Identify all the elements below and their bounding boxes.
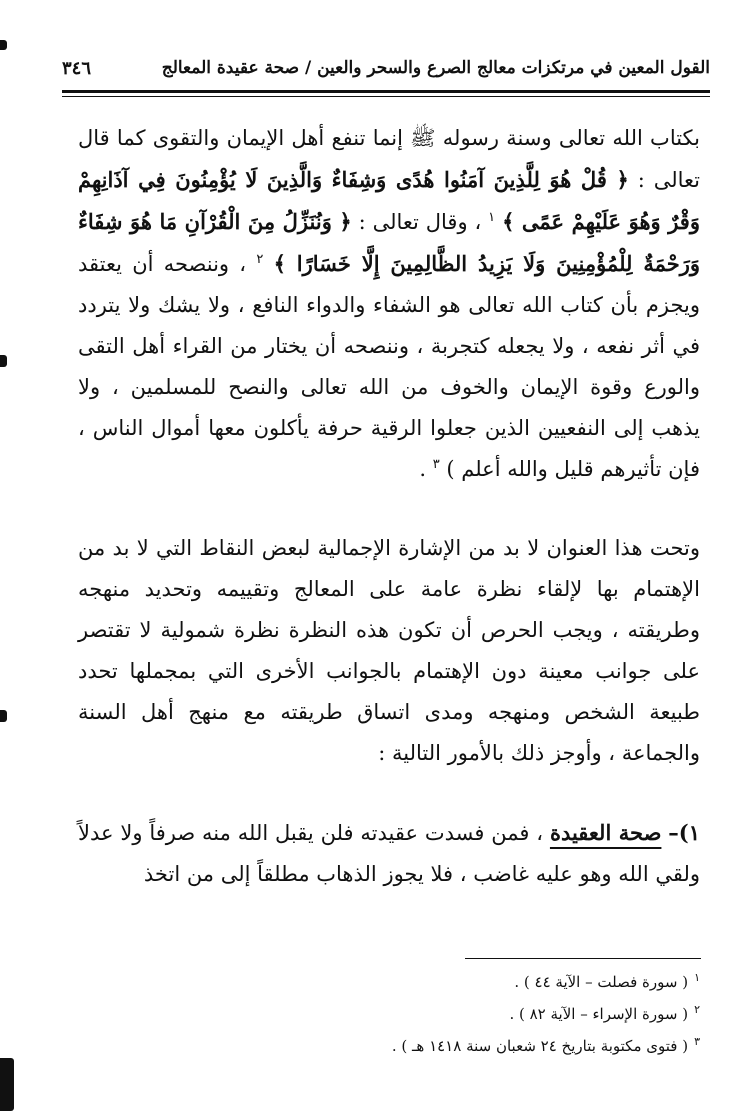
footnote-number: ١ (694, 971, 700, 984)
footnote (200, 998, 700, 1030)
paragraph-1 (78, 118, 700, 490)
footnote-text: ( سورة فصلت – الآية ٤٤ ) . (514, 973, 689, 991)
footnote (200, 1030, 700, 1062)
footnote-text: ( سورة الإسراء – الآية ٨٢ ) . (509, 1005, 689, 1023)
quran-verse: ﴿ قُلْ هُوَ لِلَّذِينَ آمَنُوا هُدًى وَشِفَاءٌ وَالَّذِينَ لَا يُؤْمِنُونَ فِي آذَانِهِمْ وَقْرٌ وَهُوَ عَلَيْهِمْ عَمًى ﴾ (78, 167, 700, 234)
page-number: ٣٤٦ (62, 58, 92, 79)
running-title: القول المعين في مرتكزات معالج الصرع والسحر والعين / صحة عقيدة المعالج (161, 58, 710, 78)
text-segment: ، وقال تعالى : (358, 210, 482, 234)
paragraph-2: وتحت هذا العنوان لا بد من الإشارة الإجمالية لبعض النقاط التي لا بد من الإهتمام بها لإلقاء نظرة عامة على المعالج وتقييمه وتحديد منهجه وطريقته ، ويجب الحرص أن تكون هذه النظرة نظرة شمولية لا تقتصر على جوانب معينة دون الإهتمام بالجوانب الأخرى التي بمجملها تحدد طبيعة الشخص ومنهجه ومدى اتساق طريقته مع منهج أهل السنة والجماعة ، وأوجز ذلك بالأمور التالية : (78, 536, 700, 765)
footnote-text: ( فتوى مكتوبة بتاريخ ٢٤ شعبان سنة ١٤١٨ هـ ) . (391, 1037, 689, 1055)
text-segment: . (419, 457, 433, 481)
text-segment: ، وننصحه أن يعتقد ويجزم بأن كتاب الله تعالى هو الشفاء والدواء النافع ، ولا يشك ولا يتردد في أثر نفعه ، ولا يجعله كتجربة ، وننصحه أن يختار من القراء أهل التقى والورع وقوة الإيمان والخوف من الله تعالى والنصح للمسلمين ، ولا يذهب إلى النفعيين الذين جعلوا الرقية حرفة يأكلون معها أموال الناس ، فإن تأثيرهم قليل والله أعلم ) (78, 252, 700, 481)
header-rule (62, 90, 710, 93)
text-segment: ، فمن فسدت عقيدته فلن يقبل الله منه صرفاً ولا عدلاً ولقي الله وهو عليه غاضب ، فلا يجوز الذهاب مطلقاً إلى من اتخذ (78, 821, 700, 886)
quran-verse: ﴿ وَنُنَزِّلُ مِنَ الْقُرْآنِ مَا هُوَ شِفَاءٌ وَرَحْمَةٌ لِلْمُؤْمِنِينَ وَلَا يَزِيدُ الظَّالِمِينَ إِلَّا خَسَارًا ﴾ (78, 209, 700, 276)
item-title: صحة العقيدة (549, 820, 662, 845)
page-header (62, 52, 710, 92)
footnote-reference: ٢ (256, 252, 264, 267)
footnote (200, 966, 700, 998)
footnote-reference: ٣ (432, 457, 440, 472)
footnote-reference: ١ (488, 210, 496, 225)
footnotes (200, 966, 700, 1062)
text-segment: بكتاب الله تعالى وسنة رسوله ﷺ إنما تنفع أهل الإيمان والتقوى كما قال تعالى : (78, 126, 700, 192)
footnote-number: ٣ (694, 1035, 700, 1048)
scan-mark (0, 1058, 14, 1111)
footnote-number: ٢ (694, 1003, 700, 1016)
item-number: ١)– (668, 820, 700, 845)
main-text (78, 118, 700, 895)
scan-mark (0, 355, 7, 367)
scan-mark (0, 710, 7, 722)
scan-mark (0, 40, 7, 50)
header-rule-thin (62, 96, 710, 97)
paragraph-3 (78, 812, 700, 895)
footnote-separator (465, 958, 701, 959)
